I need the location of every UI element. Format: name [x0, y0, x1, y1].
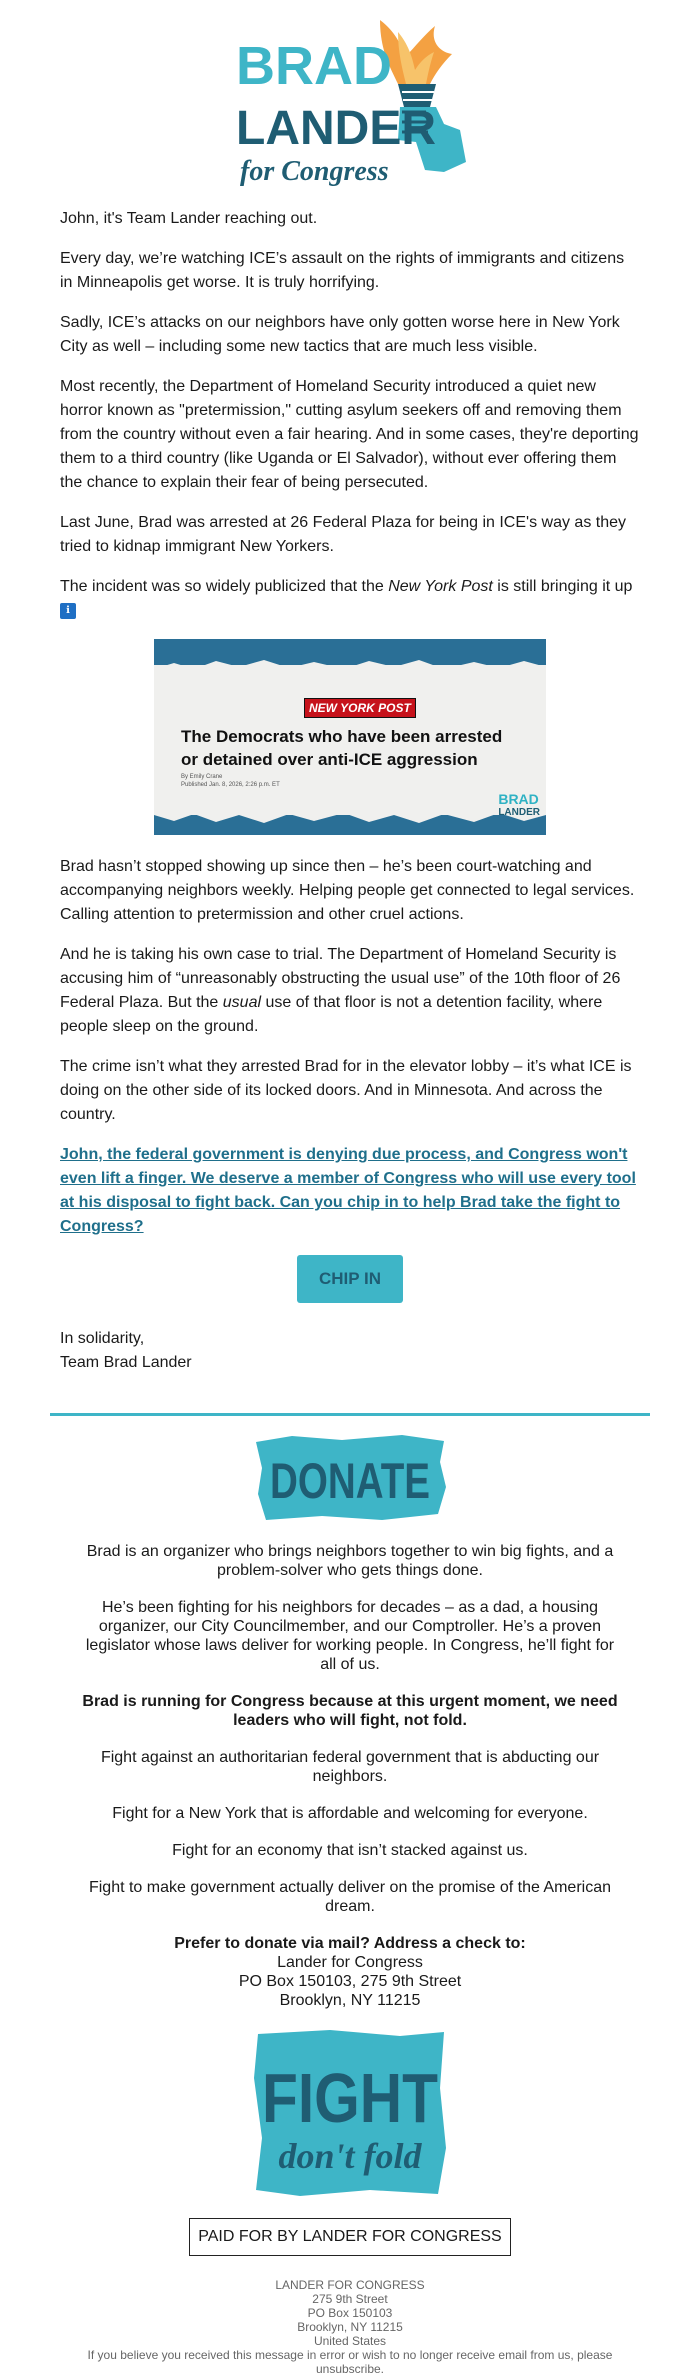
torn-paper-bottom-edge — [154, 807, 546, 827]
about-paragraph-5: Fight for a New York that is affordable and welcoming for everyone. — [112, 1805, 588, 1822]
about-paragraph-7: Fight to make government actually deliver on the promise of the American dream. — [88, 1879, 612, 1915]
paragraph-2: Sadly, ICE’s attacks on our neighbors have only gotten worse here in New York City as well – including some new tactics that are much less visible. — [60, 314, 620, 355]
new-york-post-article-image[interactable] — [154, 639, 546, 835]
new-york-post-emphasis: New York Post — [388, 578, 493, 595]
donate-banner[interactable] — [252, 1432, 448, 1522]
logo-brad-text: BRAD — [236, 36, 392, 96]
external-link-icon[interactable]: ℹ — [60, 603, 76, 619]
paid-for-disclaimer: PAID FOR BY LANDER FOR CONGRESS — [189, 2218, 511, 2256]
article-byline: By Emily Crane Published Jan. 8, 2026, 2:26 p.m. ET — [181, 774, 280, 788]
article-headline: The Democrats who have been arrested or detained over anti-ICE aggression — [181, 727, 503, 769]
paragraph-6: Brad hasn’t stopped showing up since then – he’s been court-watching and accompanying neighbors weekly. Helping people get connected to legal services. Calling attention to pretermission and other cruel actions. — [60, 858, 635, 923]
about-paragraph-1: Brad is an organizer who brings neighbors together to win big fights, and a problem-solver who gets things done. — [86, 1543, 614, 1579]
mail-donation-block: Prefer to donate via mail? Address a check to: Lander for Congress PO Box 150103, 275 9th Street Brooklyn, NY 11215 — [174, 1935, 526, 2009]
paragraph-1: Every day, we’re watching ICE’s assault on the rights of immigrants and citizens in Minneapolis get worse. It is truly horrifying. — [60, 250, 625, 291]
logo-tagline-text: for Congress — [240, 156, 389, 187]
fight-dont-fold-graphic — [250, 2028, 450, 2198]
about-paragraph-6: Fight for an economy that isn’t stacked against us. — [172, 1842, 528, 1859]
brad-lander-mini-logo: BRAD LANDER — [498, 791, 540, 818]
email-body — [50, 207, 650, 623]
new-york-post-tag: NEW YORK POST — [304, 698, 416, 718]
email-footer: LANDER FOR CONGRESS 275 9th Street PO Box 150103 Brooklyn, NY 11215 United States If you believe you received this message in error or wish to no longer receive email from us, please unsubscribe. — [50, 2278, 650, 2376]
paragraph-5: The incident was so widely publicized that the New York Post is still bringing it up ℹ — [60, 575, 640, 623]
brad-lander-logo — [230, 12, 470, 207]
signoff: In solidarity, Team Brad Lander — [60, 1330, 192, 1371]
about-paragraph-4: Fight against an authoritarian federal government that is abducting our neighbors. — [100, 1749, 600, 1785]
fight-text: FIGHT — [262, 2059, 438, 2137]
email-container — [50, 12, 650, 2376]
unsubscribe-link[interactable]: unsubscribe. — [315, 2362, 385, 2376]
paragraph-8: The crime isn’t what they arrested Brad for in the elevator lobby – it’s what ICE is doing on the other side of its locked doors. And in Minnesota. And across the country. — [60, 1058, 632, 1123]
logo-lander-text: LANDER — [236, 102, 436, 155]
email-body-continued — [50, 855, 650, 1239]
donate-banner-text: DONATE — [270, 1453, 430, 1509]
about-paragraph-3: Brad is running for Congress because at this urgent moment, we need leaders who will fight, not fold. — [82, 1693, 618, 1729]
donate-cta-link[interactable]: John, the federal government is denying due process, and Congress won't even lift a finger. We deserve a member of Congress who will use every tool at his disposal to fight back. Can you chip in to help Brad take the fight to Congress? — [60, 1146, 636, 1235]
section-divider — [50, 1413, 650, 1416]
paragraph-4: Last June, Brad was arrested at 26 Federal Plaza for being in ICE's way as they tried to kidnap immigrant New Yorkers. — [60, 514, 627, 555]
about-paragraph-2: He’s been fighting for his neighbors for decades – as a dad, a housing organizer, our City Councilmember, and our Comptroller. He’s a proven legislator whose laws deliver for working people. In Congress, he’ll fight for all of us. — [85, 1599, 615, 1673]
paragraph-7: And he is taking his own case to trial. The Department of Homeland Security is accusing him of “unreasonably obstructing the usual use” of the 10th floor of 26 Federal Plaza. But the usual use of that floor is not a detention facility, where people sleep on the ground. — [60, 946, 621, 1035]
about-brad-section — [50, 1542, 650, 2010]
unsubscribe-notice: If you believe you received this message in error or wish to no longer receive email from us, please unsubscribe. — [87, 2348, 613, 2376]
greeting: John, it's Team Lander reaching out. — [60, 210, 318, 227]
paragraph-3: Most recently, the Department of Homeland Security introduced a quiet new horror known as "pretermission," cutting asylum seekers off and removing them from the country without even a fair hearing. And in some cases, they're deporting them to a third country (like Uganda or El Salvador), without ever offering them the chance to explain their fear of being persecuted. — [60, 378, 639, 491]
chip-in-button[interactable]: CHIP IN — [297, 1255, 403, 1303]
dont-fold-text: don't fold — [278, 2136, 422, 2176]
